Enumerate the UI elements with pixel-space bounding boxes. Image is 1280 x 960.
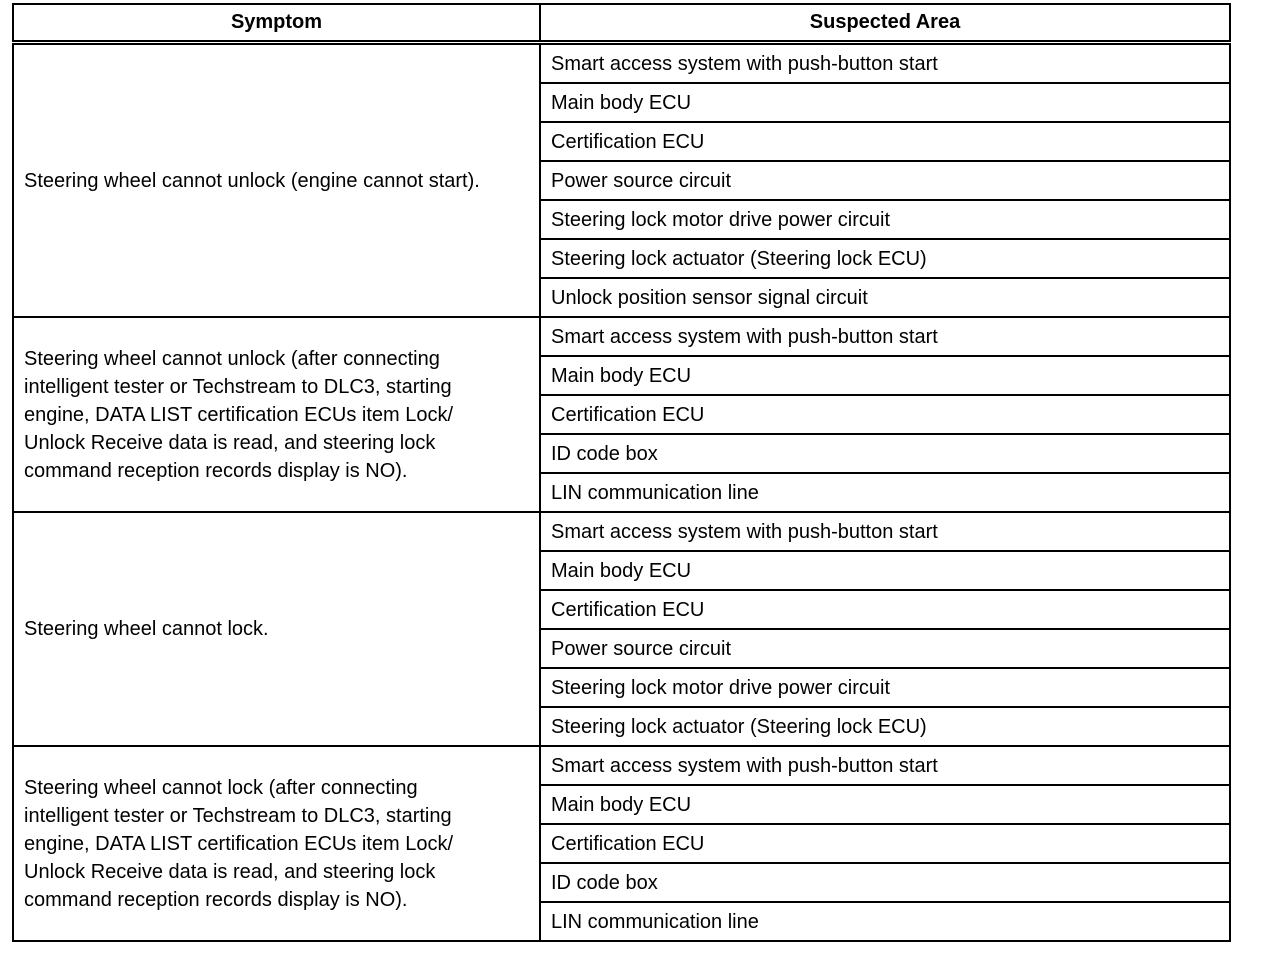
symptom-text-line: Steering wheel cannot lock. bbox=[24, 618, 269, 640]
suspected-area-cell: Smart access system with push-button start bbox=[540, 746, 1230, 785]
suspected-area-cell: Power source circuit bbox=[540, 629, 1230, 668]
suspected-area-cell: LIN communication line bbox=[540, 473, 1230, 512]
suspected-area-cell: ID code box bbox=[540, 863, 1230, 902]
symptom-cell bbox=[13, 512, 540, 746]
suspected-area-cell: Main body ECU bbox=[540, 551, 1230, 590]
symptom-text-line: Steering wheel cannot unlock (engine cannot start). bbox=[24, 169, 480, 192]
symptom-text-line: intelligent tester or Techstream to DLC3, starting bbox=[24, 804, 452, 827]
suspected-area-cell: Steering lock actuator (Steering lock ECU) bbox=[540, 239, 1230, 278]
symptom-text-line: engine, DATA LIST certification ECUs item Lock/ bbox=[24, 403, 454, 426]
symptom-text-line: Steering wheel cannot lock (after connecting bbox=[24, 776, 418, 799]
table-row bbox=[13, 43, 1230, 84]
header-symptom: Symptom bbox=[13, 4, 540, 43]
symptom-table bbox=[12, 3, 1231, 942]
symptom-text-line: Steering wheel cannot unlock (after connecting bbox=[24, 347, 440, 370]
table-row bbox=[13, 512, 1230, 551]
suspected-area-cell: Smart access system with push-button start bbox=[540, 43, 1230, 84]
suspected-area-cell: Main body ECU bbox=[540, 83, 1230, 122]
symptom-text-line: Unlock Receive data is read, and steering lock bbox=[24, 431, 436, 454]
suspected-area-cell: Steering lock motor drive power circuit bbox=[540, 200, 1230, 239]
suspected-area-cell: Smart access system with push-button start bbox=[540, 317, 1230, 356]
table-row bbox=[13, 317, 1230, 356]
header-row bbox=[13, 4, 1230, 43]
suspected-area-cell: LIN communication line bbox=[540, 902, 1230, 941]
suspected-area-cell: Certification ECU bbox=[540, 395, 1230, 434]
symptom-cell bbox=[13, 43, 540, 318]
header-suspected-area: Suspected Area bbox=[540, 4, 1230, 43]
symptom-cell bbox=[13, 317, 540, 512]
table-row bbox=[13, 746, 1230, 785]
suspected-area-cell: Certification ECU bbox=[540, 122, 1230, 161]
symptom-text-line: command reception records display is NO). bbox=[24, 459, 408, 482]
suspected-area-cell: ID code box bbox=[540, 434, 1230, 473]
suspected-area-cell: Smart access system with push-button start bbox=[540, 512, 1230, 551]
symptom-text-line: intelligent tester or Techstream to DLC3, starting bbox=[24, 375, 452, 398]
symptom-text-line: Unlock Receive data is read, and steering lock bbox=[24, 860, 436, 883]
suspected-area-cell: Power source circuit bbox=[540, 161, 1230, 200]
suspected-area-cell: Certification ECU bbox=[540, 824, 1230, 863]
suspected-area-cell: Main body ECU bbox=[540, 785, 1230, 824]
suspected-area-cell: Certification ECU bbox=[540, 590, 1230, 629]
symptom-text-line: command reception records display is NO). bbox=[24, 888, 408, 911]
suspected-area-cell: Steering lock motor drive power circuit bbox=[540, 668, 1230, 707]
suspected-area-cell: Main body ECU bbox=[540, 356, 1230, 395]
suspected-area-cell: Steering lock actuator (Steering lock ECU) bbox=[540, 707, 1230, 746]
symptom-cell bbox=[13, 746, 540, 941]
symptom-text-line: engine, DATA LIST certification ECUs item Lock/ bbox=[24, 832, 454, 855]
suspected-area-cell: Unlock position sensor signal circuit bbox=[540, 278, 1230, 317]
